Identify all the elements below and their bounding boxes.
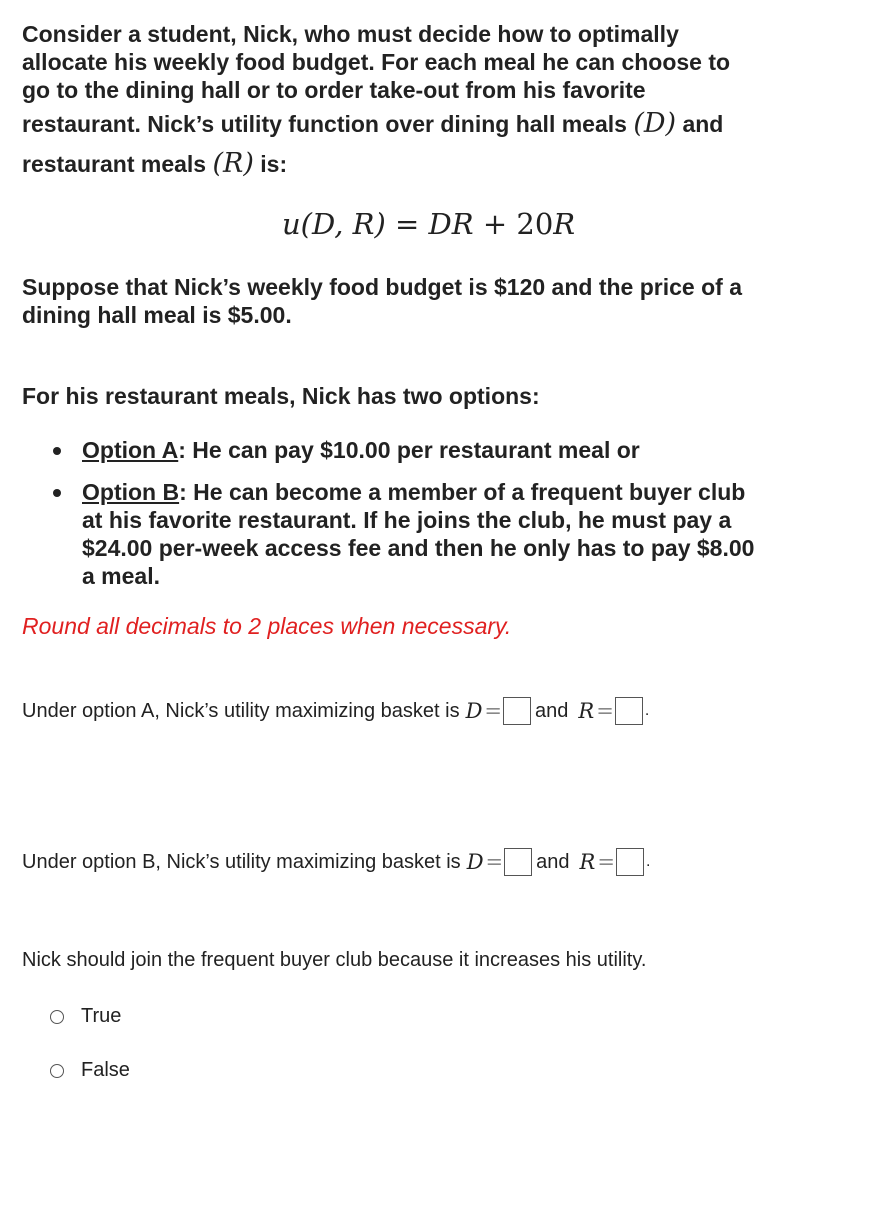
- bullet-icon: [53, 447, 61, 455]
- var-r: R: [578, 699, 595, 723]
- period: .: [644, 702, 650, 719]
- answer-b-d-input[interactable]: [504, 848, 532, 876]
- option-text: He can become a member of a frequent buyer club: [186, 479, 746, 505]
- option-a-item: [22, 436, 862, 464]
- equals-sign: =: [485, 850, 504, 874]
- budget-line: dining hall meal is $5.00.: [22, 302, 292, 328]
- utility-equation: [282, 207, 575, 241]
- radio-label-true[interactable]: True: [81, 1005, 122, 1027]
- equation-lhs: u(D, R): [282, 207, 386, 241]
- question-b-prefix: Under option B, Nick’s utility maximizing basket is: [22, 850, 461, 873]
- intro-line: go to the dining hall or to order take-out from his favorite: [22, 77, 646, 103]
- intro-text: and: [676, 111, 724, 137]
- question-a: [22, 697, 649, 725]
- intro-text: restaurant. Nick’s utility function over dining hall meals: [22, 111, 634, 137]
- equals-sign: =: [596, 699, 614, 723]
- option-a-label: Option A: [82, 437, 179, 463]
- answer-b-r-input[interactable]: [616, 848, 644, 876]
- budget-line: Suppose that Nick’s weekly food budget is $120 and the price of a: [22, 274, 742, 300]
- and-text: and: [535, 699, 569, 722]
- question-b: [22, 848, 650, 876]
- intro-text: is:: [253, 151, 288, 177]
- equation-equals: =: [385, 207, 429, 241]
- option-line: [82, 478, 862, 506]
- var-r: R: [579, 850, 596, 874]
- equation-coefficient: 20: [516, 207, 554, 241]
- intro-line: [22, 144, 842, 184]
- answer-a-r-input[interactable]: [615, 697, 643, 725]
- question-a-prefix: Under option A, Nick’s utility maximizing basket is: [22, 699, 460, 722]
- equation-variable: R: [553, 207, 576, 241]
- options-intro: For his restaurant meals, Nick has two options:: [22, 383, 540, 409]
- var-d: D: [465, 699, 483, 723]
- options-list: [22, 436, 862, 604]
- radio-label-false[interactable]: False: [81, 1059, 130, 1081]
- equals-sign: =: [484, 699, 503, 723]
- intro-line: [22, 104, 842, 144]
- option-b-label: Option B: [82, 479, 180, 505]
- equals-sign: =: [597, 850, 615, 874]
- intro-text: restaurant meals: [22, 151, 213, 177]
- budget-text: [22, 273, 742, 329]
- option-text: He can pay $10.00 per restaurant meal or: [185, 437, 640, 463]
- option-b-item: [22, 478, 862, 590]
- option-line: [82, 436, 862, 464]
- problem-intro: [22, 20, 842, 184]
- var-d: D: [466, 850, 484, 874]
- answer-a-d-input[interactable]: [503, 697, 531, 725]
- and-text: and: [536, 850, 570, 873]
- radio-circle-icon[interactable]: [50, 1064, 64, 1078]
- intro-line: allocate his weekly food budget. For each meal he can choose to: [22, 49, 731, 75]
- math-d: (D): [633, 108, 677, 139]
- bullet-icon: [53, 489, 61, 497]
- period: .: [645, 853, 651, 870]
- option-line: a meal.: [82, 563, 160, 589]
- equation-rhs: DR +: [428, 207, 517, 241]
- option-line: $24.00 per-week access fee and then he only has to pay $8.00: [82, 535, 755, 561]
- radio-option-false[interactable]: [50, 1059, 130, 1082]
- math-r: (R): [212, 148, 254, 179]
- radio-circle-icon[interactable]: [50, 1010, 64, 1024]
- option-line: at his favorite restaurant. If he joins the club, he must pay a: [82, 507, 732, 533]
- intro-line: Consider a student, Nick, who must decide how to optimally: [22, 21, 679, 47]
- option-colon: :: [178, 437, 186, 463]
- true-false-statement: Nick should join the frequent buyer club because it increases his utility.: [22, 949, 647, 971]
- radio-option-true[interactable]: [50, 1005, 121, 1028]
- rounding-instruction: Round all decimals to 2 places when necessary.: [22, 613, 512, 639]
- option-colon: :: [179, 479, 187, 505]
